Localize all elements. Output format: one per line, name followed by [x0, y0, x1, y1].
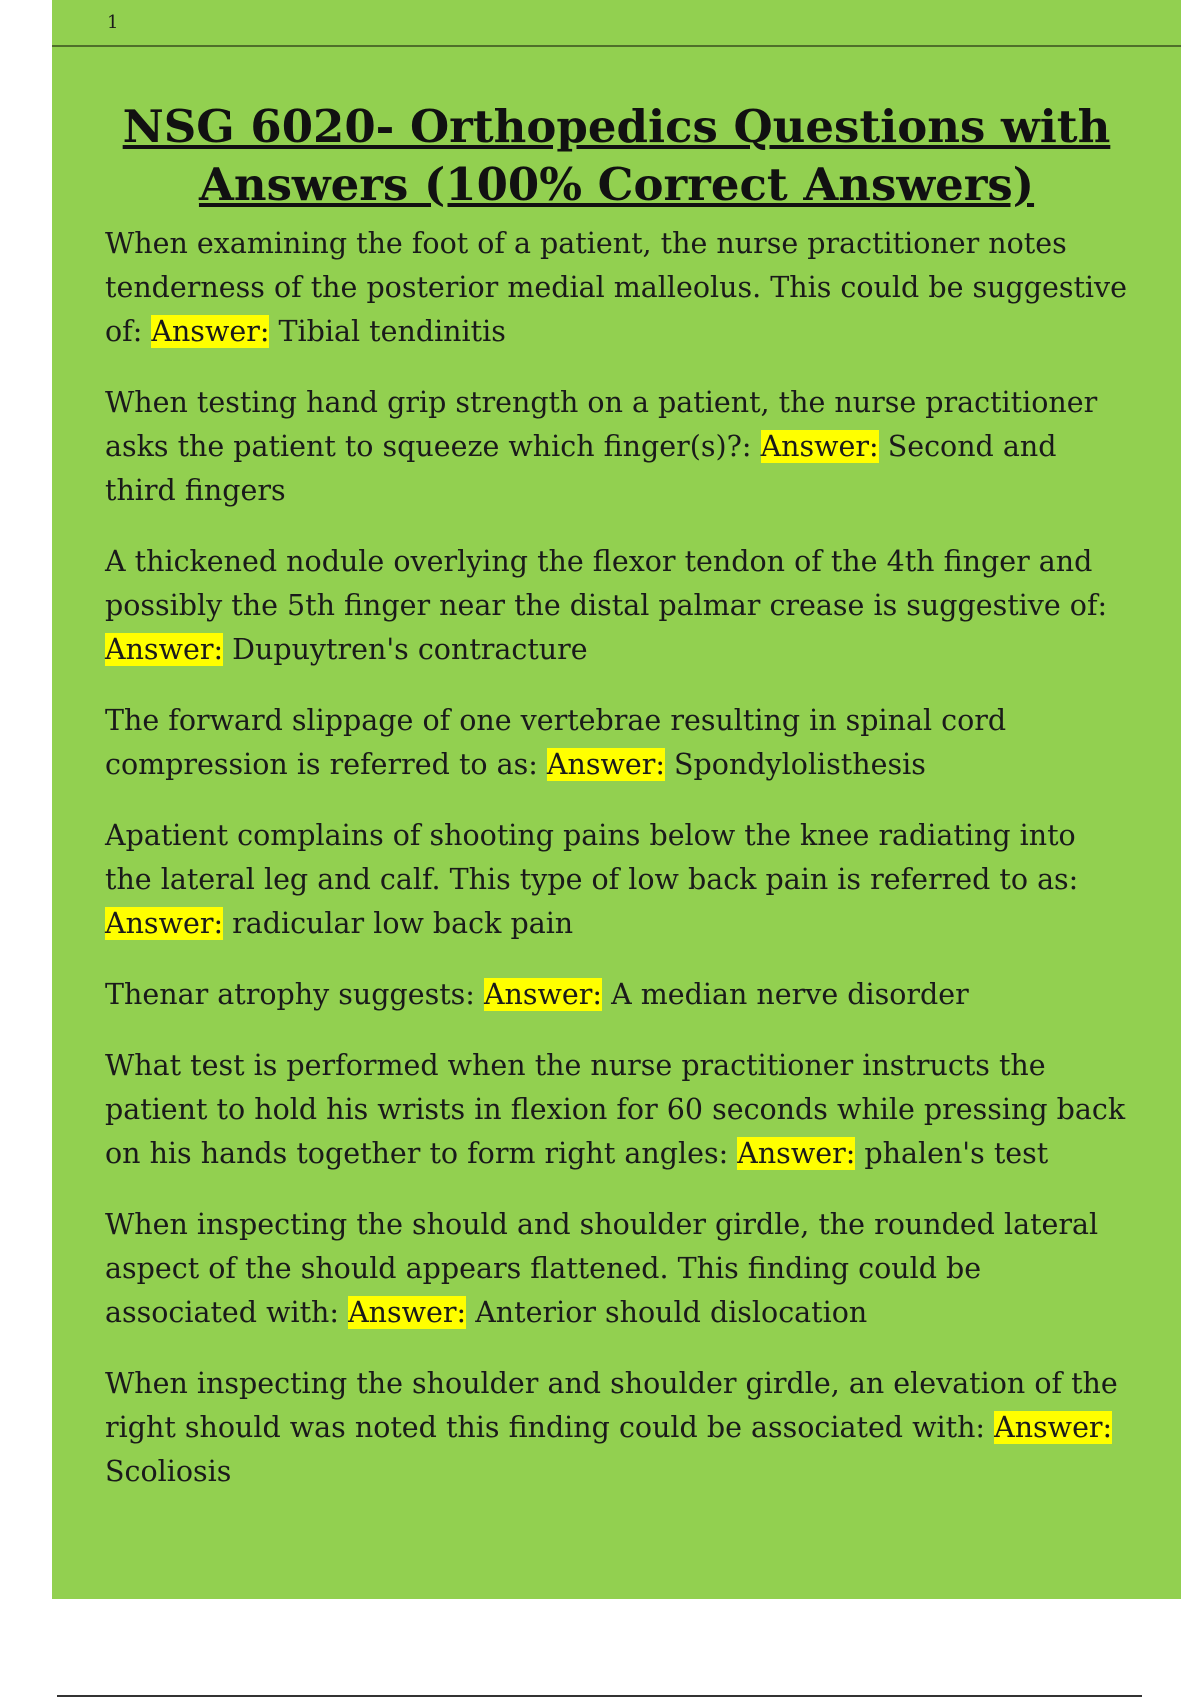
question-text: When inspecting the shoulder and shoulder girdle, an elevation of the right should was noted this finding could be associated with:	[105, 1367, 1118, 1444]
answer-text: radicular low back pain	[232, 907, 574, 940]
page-number: 1	[107, 12, 119, 33]
answer-text: Spondylolisthesis	[674, 748, 926, 781]
footer-divider	[57, 1695, 1142, 1697]
question-text: When inspecting the should and shoulder girdle, the rounded lateral aspect of the should appears flattened. This finding could be associated with:	[105, 1208, 1099, 1329]
answer-text: Tibial tendinitis	[278, 315, 506, 348]
question-text: Thenar atrophy suggests:	[105, 978, 475, 1011]
answer-text: A median nerve disorder	[611, 978, 969, 1011]
title-line-1: NSG 6020- Orthopedics Questions with	[122, 100, 1111, 153]
question-text: What test is performed when the nurse practitioner instructs the patient to hold his wrists in flexion for 60 seconds while pressing back on his hands together to form right angles:	[105, 1049, 1126, 1170]
qa-item	[105, 973, 1128, 1017]
header-divider	[52, 45, 1181, 47]
document-page	[52, 0, 1181, 1599]
answer-label: Answer:	[348, 1296, 467, 1329]
answer-text: Second and third fingers	[105, 430, 1057, 507]
qa-item	[105, 814, 1128, 946]
qa-item	[105, 1203, 1128, 1335]
qa-list	[105, 222, 1128, 1521]
qa-item	[105, 222, 1128, 354]
question-text: A thickened nodule overlying the flexor tendon of the 4th finger and possibly the 5th finger near the distal palmar crease is suggestive of:	[105, 545, 1108, 622]
qa-item	[105, 699, 1128, 787]
answer-label: Answer:	[483, 978, 603, 1011]
answer-label: Answer:	[151, 315, 270, 348]
title-line-2: Answers (100% Correct Answers)	[198, 158, 1035, 211]
answer-label: Answer:	[994, 1411, 1113, 1444]
question-text: The forward slippage of one vertebrae resulting in spinal cord compression is referred to as:	[105, 704, 1007, 781]
document-title	[52, 98, 1181, 214]
qa-item	[105, 1044, 1128, 1176]
answer-text: Dupuytren's contracture	[232, 633, 588, 666]
answer-label: Answer:	[105, 907, 224, 940]
answer-label: Answer:	[105, 633, 224, 666]
qa-item	[105, 381, 1128, 513]
qa-item	[105, 540, 1128, 672]
answer-label: Answer:	[760, 430, 879, 463]
question-text: When examining the foot of a patient, the nurse practitioner notes tenderness of the posterior medial malleolus. This could be suggestive of:	[105, 227, 1127, 348]
answer-text: Anterior should dislocation	[475, 1296, 868, 1329]
answer-label: Answer:	[737, 1137, 856, 1170]
question-text: When testing hand grip strength on a patient, the nurse practitioner asks the patient to squeeze which finger(s)?:	[105, 386, 1098, 463]
answer-label: Answer:	[546, 748, 665, 781]
answer-text: phalen's test	[864, 1137, 1049, 1170]
qa-item	[105, 1362, 1128, 1494]
answer-text: Scoliosis	[105, 1455, 232, 1488]
question-text: Apatient complains of shooting pains below the knee radiating into the lateral leg and calf. This type of low back pain is referred to as:	[105, 819, 1079, 896]
